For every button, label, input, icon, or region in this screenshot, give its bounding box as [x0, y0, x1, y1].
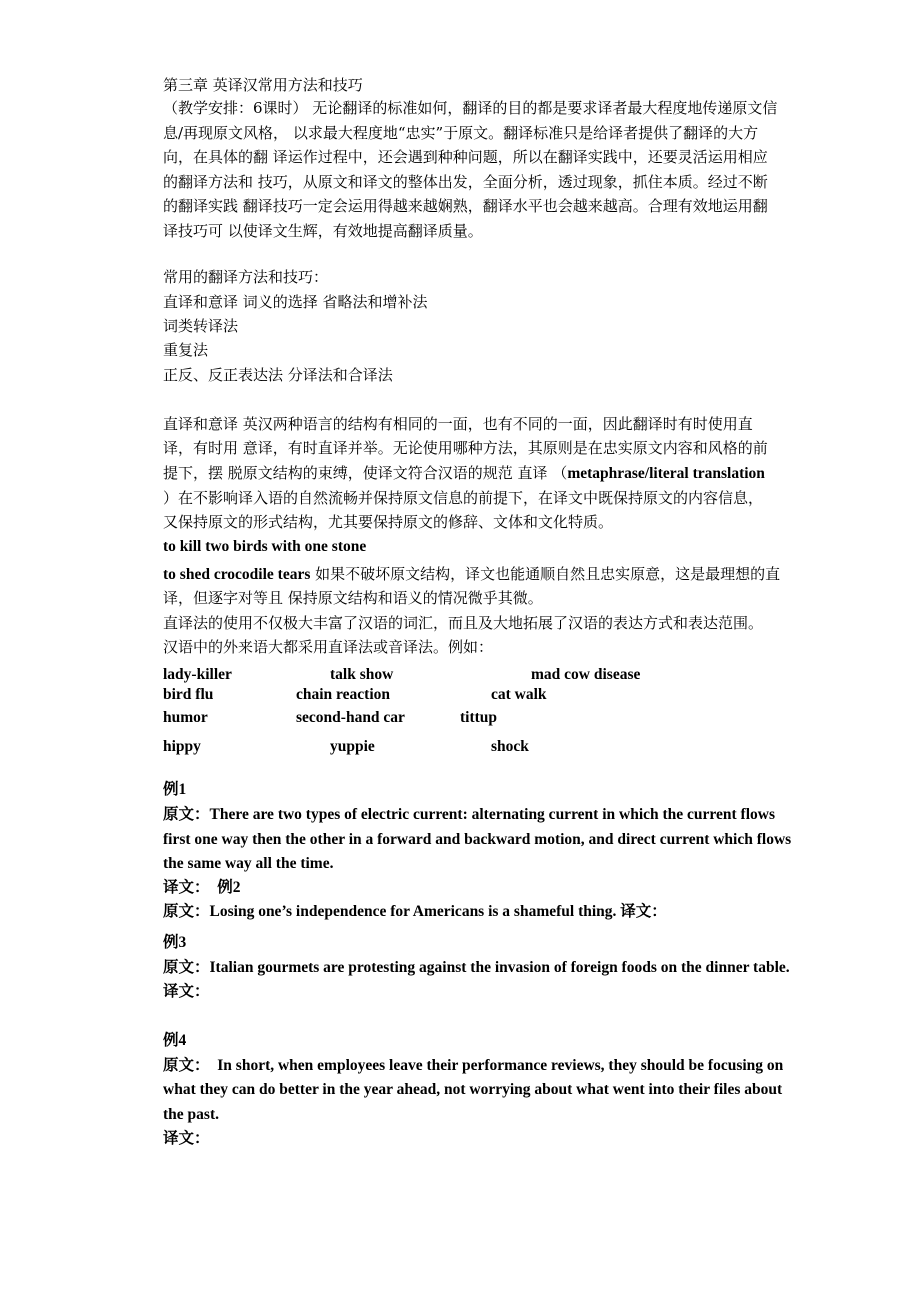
literal-line: ）在不影响译入语的自然流畅并保持原文信息的前提下，在译文中既保持原文的内容信息， [163, 489, 764, 507]
literal-line [163, 463, 765, 484]
methods-item: 正反、反正表达法 分译法和合译法 [163, 366, 393, 384]
chapter-title: 第三章 英译汉常用方法和技巧 [163, 76, 363, 94]
literal-text: 提下，摆 脱原文结构的束缚，使译文符合汉语的规范 直译 （ [163, 464, 568, 482]
intro-line: 的翻译方法和 技巧，从原文和译文的整体出发，全面分析，透过现象，抓住本质。经过不断 [163, 173, 768, 191]
loanword: talk show [330, 666, 394, 683]
source-text: the same way all the time. [163, 855, 334, 872]
source-text: In short, when employees leave their performance reviews, they should be focusing on [209, 1057, 784, 1074]
intro-line: 的翻译实践 翻译技巧一定会运用得越来越娴熟，翻译水平也会越来越高。合理有效地运用翻 [163, 197, 768, 215]
intro-line: 译技巧可 以使译文生辉，有效地提高翻译质量。 [163, 222, 483, 240]
example-source [163, 1056, 783, 1076]
example-source [163, 902, 667, 922]
literal-line: 直译和意译 英汉两种语言的结构有相同的一面，也有不同的一面，因此翻译时有时使用直 [163, 415, 753, 433]
source-text: first one way then the other in a forward and backward motion, and direct current which flows [163, 831, 792, 848]
loanword: cat walk [491, 686, 547, 703]
translation-label: 译文： [620, 903, 667, 920]
source-text: what they can do better in the year ahead, not worrying about what went into their files about [163, 1081, 783, 1098]
loanword: lady-killer [163, 666, 232, 683]
loanword: hippy [163, 738, 201, 755]
loanword: shock [491, 738, 529, 755]
source-label: 原文： [163, 903, 210, 920]
example-source [163, 958, 790, 978]
translation-label: 译文： [163, 983, 210, 1000]
intro-line: 向，在具体的翻 译运作过程中，还会遇到种种问题，所以在翻译实践中，还要灵活运用相应 [163, 148, 768, 166]
loanword: tittup [460, 709, 498, 726]
translation-label: 译文： [163, 879, 210, 896]
example-source [163, 805, 775, 825]
loanword: second-hand car [296, 709, 405, 726]
idiom-example: to kill two birds with one stone [163, 538, 367, 555]
methods-item: 直译和意译 词义的选择 省略法和增补法 [163, 293, 428, 311]
translation-label: 译文： [163, 1130, 210, 1147]
source-text: There are two types of electric current: alternating current in which the current flows [209, 806, 775, 823]
loanword: mad cow disease [531, 666, 641, 683]
loanword: yuppie [330, 738, 375, 755]
example-label: 例3 [163, 934, 187, 951]
loanword: bird flu [163, 686, 214, 703]
idiom-line [163, 564, 780, 585]
body-line: 译，但逐字对等且 保持原文结构和语义的情况微乎其微。 [163, 589, 543, 607]
source-label: 原文： [163, 1057, 210, 1074]
intro-line: 息/再现原文风格， 以求最大程度地“忠实”于原文。翻译标准只是给译者提供了翻译的大方 [163, 124, 759, 142]
loanword: humor [163, 709, 208, 726]
source-text: the past. [163, 1106, 219, 1123]
idiom-comment: 如果不破坏原文结构，译文也能通顺自然且忠实原意，这是最理想的直 [310, 565, 781, 583]
idiom-example: to shed crocodile tears [163, 566, 311, 583]
example-translation [163, 878, 241, 898]
intro-line: （教学安排：6课时） 无论翻译的标准如何，翻译的目的都是要求译者最大程度地传递原文信 [163, 99, 778, 117]
loanword: chain reaction [296, 686, 390, 703]
methods-item: 重复法 [163, 341, 209, 359]
literal-line: 又保持原文的形式结构，尤其要保持原文的修辞、文体和文化特质。 [163, 513, 614, 531]
literal-line: 译，有时用 意译，有时直译并举。无论使用哪种方法，其原则是在忠实原文内容和风格的前 [163, 439, 768, 457]
example-label: 例2 [217, 879, 241, 896]
body-line: 汉语中的外来语大都采用直译法或音译法。例如： [163, 638, 494, 656]
source-text: Italian gourmets are protesting against the invasion of foreign foods on the dinner table. [209, 959, 790, 976]
body-line: 直译法的使用不仅极大丰富了汉语的词汇，而且及大地拓展了汉语的表达方式和表达范围。 [163, 614, 764, 632]
source-label: 原文： [163, 806, 210, 823]
example-label: 例4 [163, 1032, 187, 1049]
source-label: 原文： [163, 959, 210, 976]
literal-term: metaphrase/literal translation [567, 465, 765, 482]
example-label: 例1 [163, 781, 187, 798]
source-text: Losing one’s independence for Americans is a shameful thing. [209, 903, 621, 920]
methods-item: 词类转译法 [163, 317, 239, 335]
methods-heading: 常用的翻译方法和技巧： [163, 268, 329, 286]
